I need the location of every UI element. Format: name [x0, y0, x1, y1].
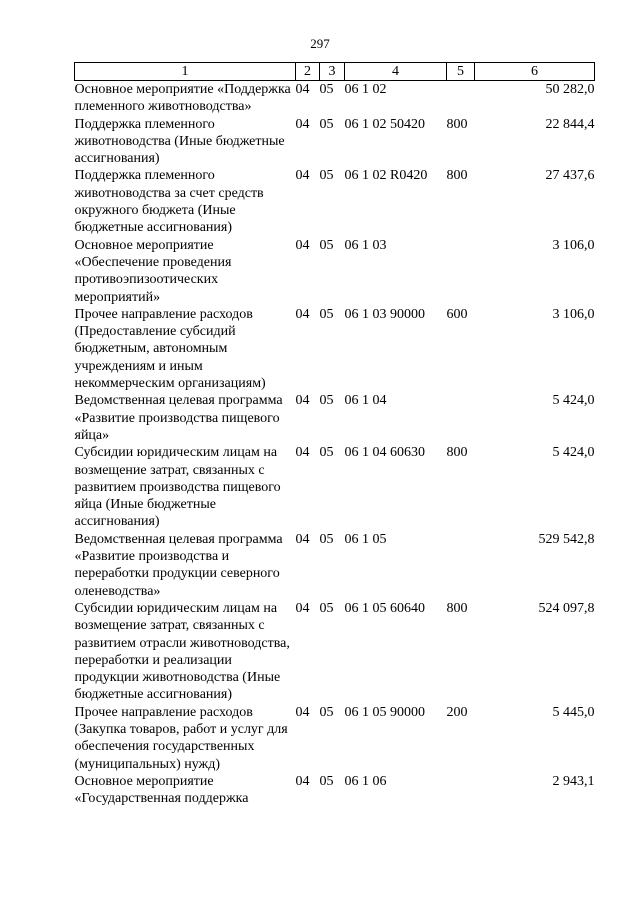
row-expense-type: 800 [446, 116, 468, 132]
header-col-6: 6 [475, 63, 595, 81]
row-section: 04 [295, 82, 310, 97]
row-subsection: 05 [319, 82, 334, 97]
header-col-1: 1 [75, 63, 296, 81]
header-col-2: 2 [296, 63, 320, 81]
table-row [75, 306, 595, 392]
header-col-4: 4 [345, 63, 447, 81]
row-target-article: 06 1 03 90000 [344, 306, 425, 322]
table-row [75, 600, 595, 704]
row-amount: 27 437,6 [545, 168, 595, 184]
row-target-article: 06 1 06 [344, 773, 387, 789]
row-amount: 3 106,0 [552, 237, 595, 253]
row-expense-type: 800 [446, 168, 468, 184]
row-expense-type: 200 [446, 704, 468, 720]
table-row [75, 237, 595, 306]
row-subsection: 05 [319, 531, 334, 547]
row-expense-type: 800 [446, 600, 468, 616]
row-target-article: 06 1 05 60640 [344, 600, 425, 616]
budget-table [74, 62, 595, 807]
row-section: 04 [295, 445, 310, 461]
row-name: Субсидии юридическим лицам на возмещение затрат, связанных с развитием производства пищевого яйца (Иные бюджетные ассигнования) [74, 445, 281, 530]
row-subsection: 05 [319, 168, 334, 184]
row-target-article: 06 1 02 50420 [344, 116, 425, 132]
row-section: 04 [295, 168, 310, 184]
row-target-article: 06 1 05 [344, 531, 387, 547]
row-target-article: 06 1 04 [344, 393, 387, 409]
row-section: 04 [295, 531, 310, 547]
row-section: 04 [295, 306, 310, 322]
row-expense-type [447, 237, 475, 306]
row-section: 04 [295, 237, 310, 253]
row-name: Основное мероприятие «Поддержка племенного животноводства» [74, 82, 291, 115]
row-subsection: 05 [319, 116, 334, 132]
row-target-article: 06 1 05 90000 [344, 704, 425, 720]
row-amount: 529 542,8 [538, 531, 595, 547]
row-amount: 5 424,0 [552, 445, 595, 461]
row-name: Поддержка племенного животноводства (Иные бюджетные ассигнования) [74, 116, 285, 167]
row-name: Субсидии юридическим лицам на возмещение затрат, связанных с развитием отрасли животноводства, переработки и реализации продукции животноводства (Иные бюджетные ассигнования) [74, 600, 290, 703]
page-number: 297 [310, 36, 330, 51]
row-expense-type [447, 392, 475, 444]
row-subsection: 05 [319, 773, 334, 789]
row-name: Ведомственная целевая программа «Развитие производства и переработки продукции северного оленеводства» [74, 531, 283, 599]
row-expense-type [447, 773, 475, 808]
row-amount: 2 943,1 [552, 773, 595, 789]
row-subsection: 05 [319, 600, 334, 616]
table-row [75, 167, 595, 236]
table-row [75, 81, 595, 116]
table-body [75, 81, 595, 808]
row-subsection: 05 [319, 445, 334, 461]
row-name: Основное мероприятие «Обеспечение проведения противоэпизоотических мероприятий» [74, 237, 232, 305]
row-target-article: 06 1 02 [344, 82, 387, 97]
row-expense-type: 800 [446, 445, 468, 461]
table-header-row [75, 63, 595, 81]
row-subsection: 05 [319, 237, 334, 253]
row-section: 04 [295, 704, 310, 720]
row-amount: 3 106,0 [552, 306, 595, 322]
table-row [75, 704, 595, 773]
row-name: Прочее направление расходов (Предоставление субсидий бюджетным, автономным учреждениям и иным некоммерческим организациям) [74, 306, 266, 392]
row-subsection: 05 [319, 704, 334, 720]
row-amount: 22 844,4 [545, 116, 595, 132]
row-section: 04 [295, 773, 310, 789]
row-target-article: 06 1 03 [344, 237, 387, 253]
table-row [75, 116, 595, 168]
row-amount: 5 424,0 [552, 393, 595, 409]
row-section: 04 [295, 116, 310, 132]
row-amount: 50 282,0 [545, 82, 595, 97]
row-name: Прочее направление расходов (Закупка товаров, работ и услуг для обеспечения государственных (муниципальных) нужд) [74, 704, 288, 772]
row-name: Ведомственная целевая программа «Развитие производства пищевого яйца» [74, 393, 283, 443]
table-row [75, 392, 595, 444]
row-target-article: 06 1 02 R0420 [344, 168, 428, 184]
row-section: 04 [295, 600, 310, 616]
row-expense-type [447, 81, 475, 116]
row-subsection: 05 [319, 393, 334, 409]
row-name: Основное мероприятие «Государственная поддержка [74, 773, 249, 807]
row-amount: 5 445,0 [552, 704, 595, 720]
table-row [75, 773, 595, 808]
row-section: 04 [295, 393, 310, 409]
row-amount: 524 097,8 [538, 600, 595, 616]
row-target-article: 06 1 04 60630 [344, 445, 425, 461]
row-expense-type: 600 [446, 306, 468, 322]
header-col-3: 3 [320, 63, 345, 81]
table-row [75, 444, 595, 530]
row-expense-type [447, 531, 475, 600]
table-row [75, 531, 595, 600]
header-col-5: 5 [447, 63, 475, 81]
row-name: Поддержка племенного животноводства за счет средств окружного бюджета (Иные бюджетные ассигнования) [74, 168, 264, 236]
row-subsection: 05 [319, 306, 334, 322]
